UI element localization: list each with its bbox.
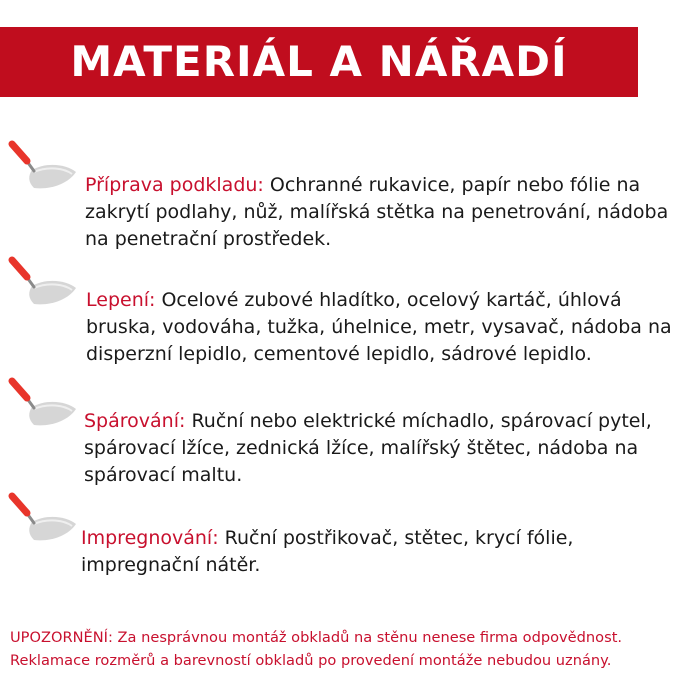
warning-notice	[10, 626, 690, 672]
section-description: Ruční nebo elektrické míchadlo, spárovací pytel, spárovací lžíce, zednická lžíce, malířský štětec, nádoba na spárovací maltu.	[84, 410, 652, 486]
trowel-icon	[8, 490, 78, 550]
page-title: MATERIÁL A NÁŘADÍ	[70, 37, 568, 86]
section-text	[81, 525, 671, 579]
warning-line: UPOZORNĚNÍ: Za nesprávnou montáž obkladů na stěnu nenese firma odpovědnost.	[10, 629, 623, 646]
section-description: Ruční postřikovač, stětec, krycí fólie, impregnační nátěr.	[81, 527, 574, 576]
section-description: Ochranné rukavice, papír nebo fólie na zakrytí podlahy, nůž, malířská stětka na penetrování, nádoba na penetrační prostředek.	[85, 174, 669, 250]
section-text	[86, 287, 676, 368]
section-text	[84, 408, 674, 489]
section-label: Impregnování:	[81, 527, 219, 549]
section-label: Příprava podkladu:	[85, 174, 264, 196]
section-label: Spárování:	[84, 410, 186, 432]
header-banner	[0, 27, 638, 97]
section-text	[85, 172, 675, 253]
trowel-icon	[8, 138, 78, 198]
section-description: Ocelové zubové hladítko, ocelový kartáč, úhlová bruska, vodováha, tužka, úhelnice, metr, vysavač, nádoba na disperzní lepidlo, cementové lepidlo, sádrové lepidlo.	[86, 289, 672, 365]
trowel-icon	[8, 254, 78, 314]
warning-line: Reklamace rozměrů a barevností obkladů po provedení montáže nebudou uznány.	[10, 652, 612, 669]
trowel-icon	[8, 375, 78, 435]
section-label: Lepení:	[86, 289, 156, 311]
